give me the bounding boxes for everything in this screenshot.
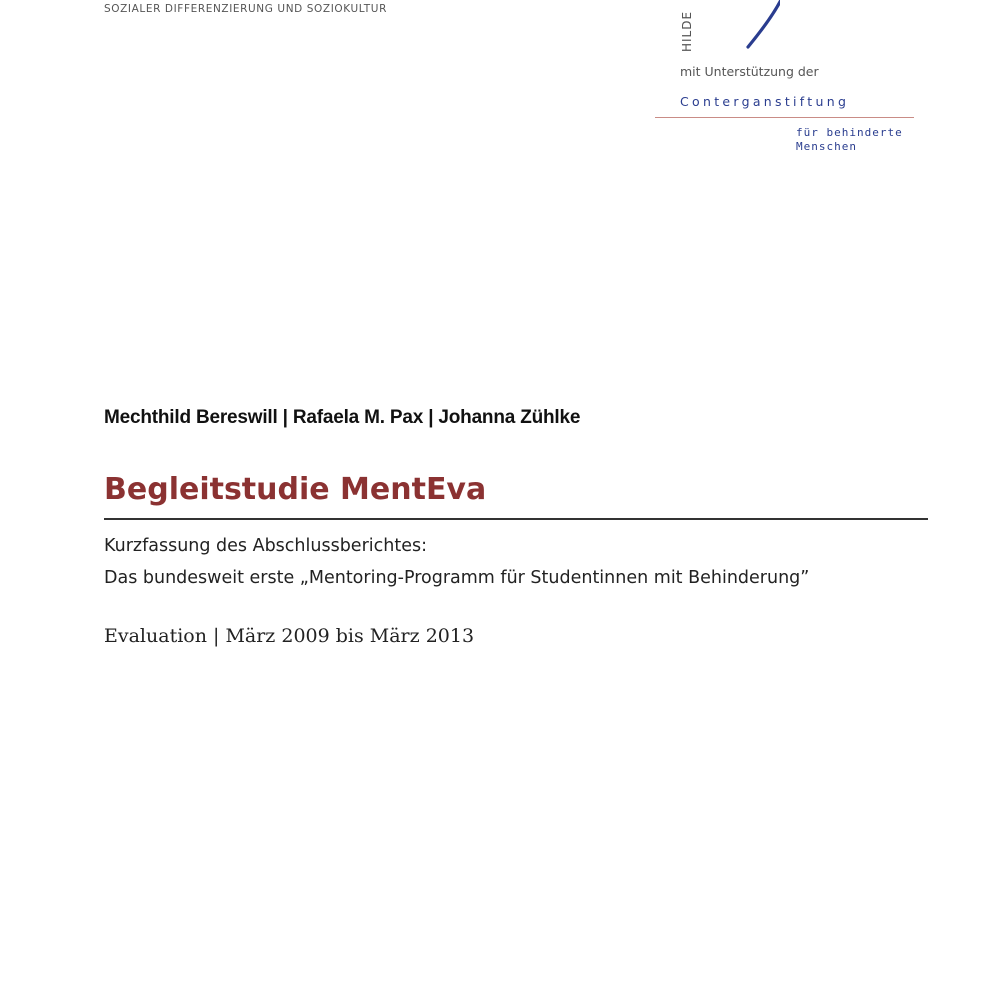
document-title: Begleitstudie MentEva xyxy=(104,472,487,507)
authors-line: Mechthild Bereswill | Rafaela M. Pax | Johanna Zühlke xyxy=(104,407,581,428)
subtitle-line-1: Kurzfassung des Abschlussberichtes: xyxy=(104,536,427,556)
title-divider xyxy=(104,518,928,520)
university-name-fragment: HILDE xyxy=(680,10,694,52)
foundation-tagline-line1: für behinderte xyxy=(796,126,903,139)
foundation-tagline-line2: Menschen xyxy=(796,140,857,153)
support-text: mit Unterstützung der xyxy=(680,64,819,79)
foundation-divider xyxy=(655,117,914,118)
university-logo-swoosh-icon xyxy=(670,0,780,56)
subtitle-line-2: Das bundesweit erste „Mentoring-Programm für Studentinnen mit Behinderung” xyxy=(104,568,810,588)
foundation-tagline xyxy=(796,126,903,154)
institute-subtitle: SOZIALER DIFFERENZIERUNG UND SOZIOKULTUR xyxy=(104,3,387,15)
logo-block xyxy=(640,0,940,170)
foundation-name: Conterganstiftung xyxy=(680,94,850,109)
evaluation-period: Evaluation | März 2009 bis März 2013 xyxy=(104,625,475,647)
